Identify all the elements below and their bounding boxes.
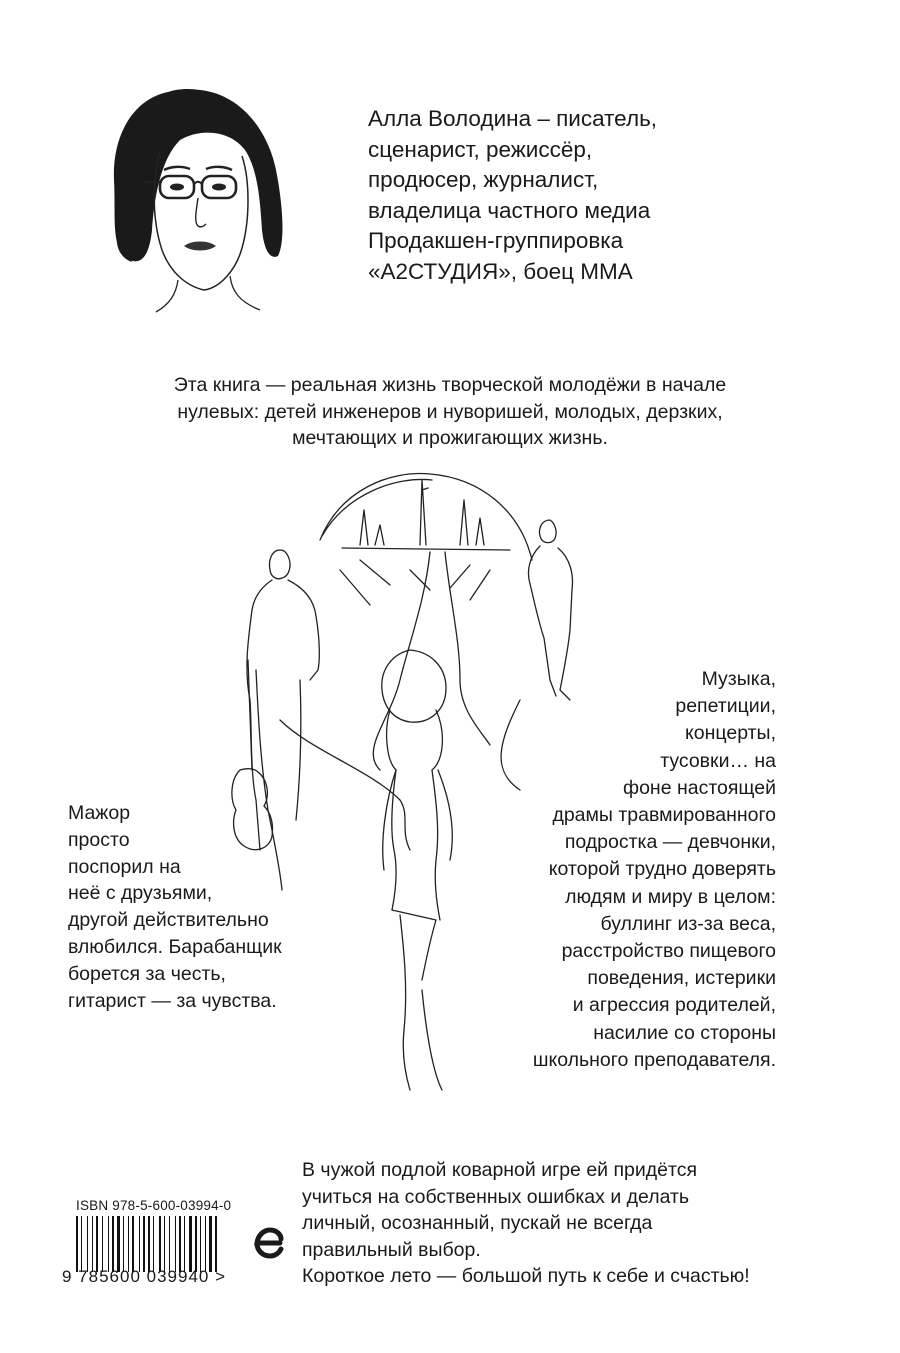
- author-bio-line: «А2СТУДИЯ», боец ММА: [368, 258, 633, 284]
- right-line: людям и миру в целом:: [565, 885, 776, 908]
- barcode-bar: [209, 1216, 212, 1272]
- right-line: расстройство пищевого: [561, 940, 776, 963]
- right-line: тусовки… на: [660, 749, 776, 772]
- left-paragraph: [68, 800, 328, 1014]
- barcode-bar: [179, 1216, 181, 1272]
- author-bio-line: продюсер, журналист,: [368, 167, 599, 192]
- barcode-bar: [108, 1216, 109, 1272]
- barcode-bar: [184, 1216, 185, 1272]
- barcode-bar: [76, 1216, 78, 1272]
- barcode-bar: [189, 1216, 192, 1272]
- right-line: фоне настоящей: [623, 776, 776, 799]
- barcode-bar: [96, 1216, 98, 1272]
- right-line: которой трудно доверять: [548, 858, 776, 881]
- bottom-paragraph: [302, 1157, 842, 1290]
- barcode-bar: [139, 1216, 140, 1272]
- author-bio-line: Продакшен-группировка: [368, 228, 624, 253]
- right-line: насилие со стороны: [593, 1021, 776, 1044]
- right-line: буллинг из-за веса,: [600, 912, 776, 935]
- barcode-bar: [112, 1216, 114, 1272]
- barcode-bar: [123, 1216, 124, 1272]
- right-line: Музыка,: [701, 668, 776, 690]
- bottom-line: Короткое лето — большой путь к себе и счастью!: [302, 1265, 750, 1287]
- left-line: поспорил на: [68, 855, 181, 878]
- barcode-bar: [117, 1216, 120, 1272]
- author-bio-line: владелица частного медиа: [368, 197, 651, 223]
- barcode-bar: [132, 1216, 134, 1272]
- barcode-bar: [205, 1216, 206, 1272]
- left-line: неё с друзьями,: [68, 882, 213, 905]
- barcode-bar: [215, 1216, 217, 1272]
- man-with-guitar: [269, 550, 290, 579]
- barcode: [76, 1216, 240, 1272]
- barcode-bar: [143, 1216, 145, 1272]
- author-bio-line: Алла Володина – писатель,: [368, 106, 658, 131]
- author-bio: [368, 104, 788, 287]
- intro-paragraph: [95, 372, 805, 452]
- intro-line: мечтающих и прожигающих жизнь.: [292, 427, 608, 449]
- city-skyline: [342, 480, 510, 550]
- city-dome: [320, 474, 532, 560]
- right-line: драмы травмированного: [552, 804, 776, 827]
- right-line: концерты,: [685, 722, 776, 745]
- author-portrait: [100, 80, 290, 320]
- barcode-bar: [169, 1216, 170, 1272]
- left-line: борется за честь,: [68, 962, 226, 985]
- bottom-line: правильный выбор.: [302, 1238, 481, 1261]
- barcode-bar: [128, 1216, 129, 1272]
- right-line: и агрессия родителей,: [572, 994, 776, 1017]
- barcode-bar: [102, 1216, 103, 1272]
- barcode-digits: 9 785600 039940 >: [62, 1267, 227, 1286]
- bottom-line: учиться на собственных ошибках и делать: [302, 1185, 690, 1208]
- left-line: влюбился. Барабанщик: [68, 935, 282, 958]
- author-bio-line: сценарист, режиссёр,: [368, 136, 593, 162]
- barcode-bar: [164, 1216, 165, 1272]
- barcode-bar: [87, 1216, 88, 1272]
- barcode-bar: [195, 1216, 197, 1272]
- left-line: гитарист — за чувства.: [68, 989, 277, 1012]
- bottom-line: личный, осознанный, пускай не всегда: [302, 1212, 653, 1234]
- right-line: школьного преподавателя.: [532, 1048, 776, 1071]
- walking-figure: [539, 520, 556, 543]
- left-line: Мажор: [68, 802, 131, 824]
- barcode-bar: [81, 1216, 82, 1272]
- intro-line: Эта книга — реальная жизнь творческой молодёжи в начале: [173, 374, 727, 396]
- right-paragraph: [470, 666, 776, 1074]
- right-line: поведения, истерики: [587, 967, 776, 990]
- left-line: другой действительно: [68, 909, 269, 932]
- barcode-bar: [175, 1216, 176, 1272]
- bottom-line: В чужой подлой коварной игре ей придётся: [302, 1159, 698, 1181]
- barcode-bar: [92, 1216, 93, 1272]
- isbn-label: ISBN 978-5-600-03994-0: [76, 1198, 232, 1213]
- barcode-bar: [148, 1216, 150, 1272]
- barcode-bar: [153, 1216, 154, 1272]
- right-line: подростка — девчонки,: [564, 831, 776, 854]
- barcode-bar: [159, 1216, 161, 1272]
- right-line: репетиции,: [675, 695, 776, 718]
- left-line: просто: [68, 828, 130, 851]
- intro-line: нулевых: детей инженеров и нуворишей, молодых, дерзких,: [177, 400, 723, 423]
- publisher-e-logo-icon: [250, 1225, 286, 1261]
- barcode-bar: [200, 1216, 201, 1272]
